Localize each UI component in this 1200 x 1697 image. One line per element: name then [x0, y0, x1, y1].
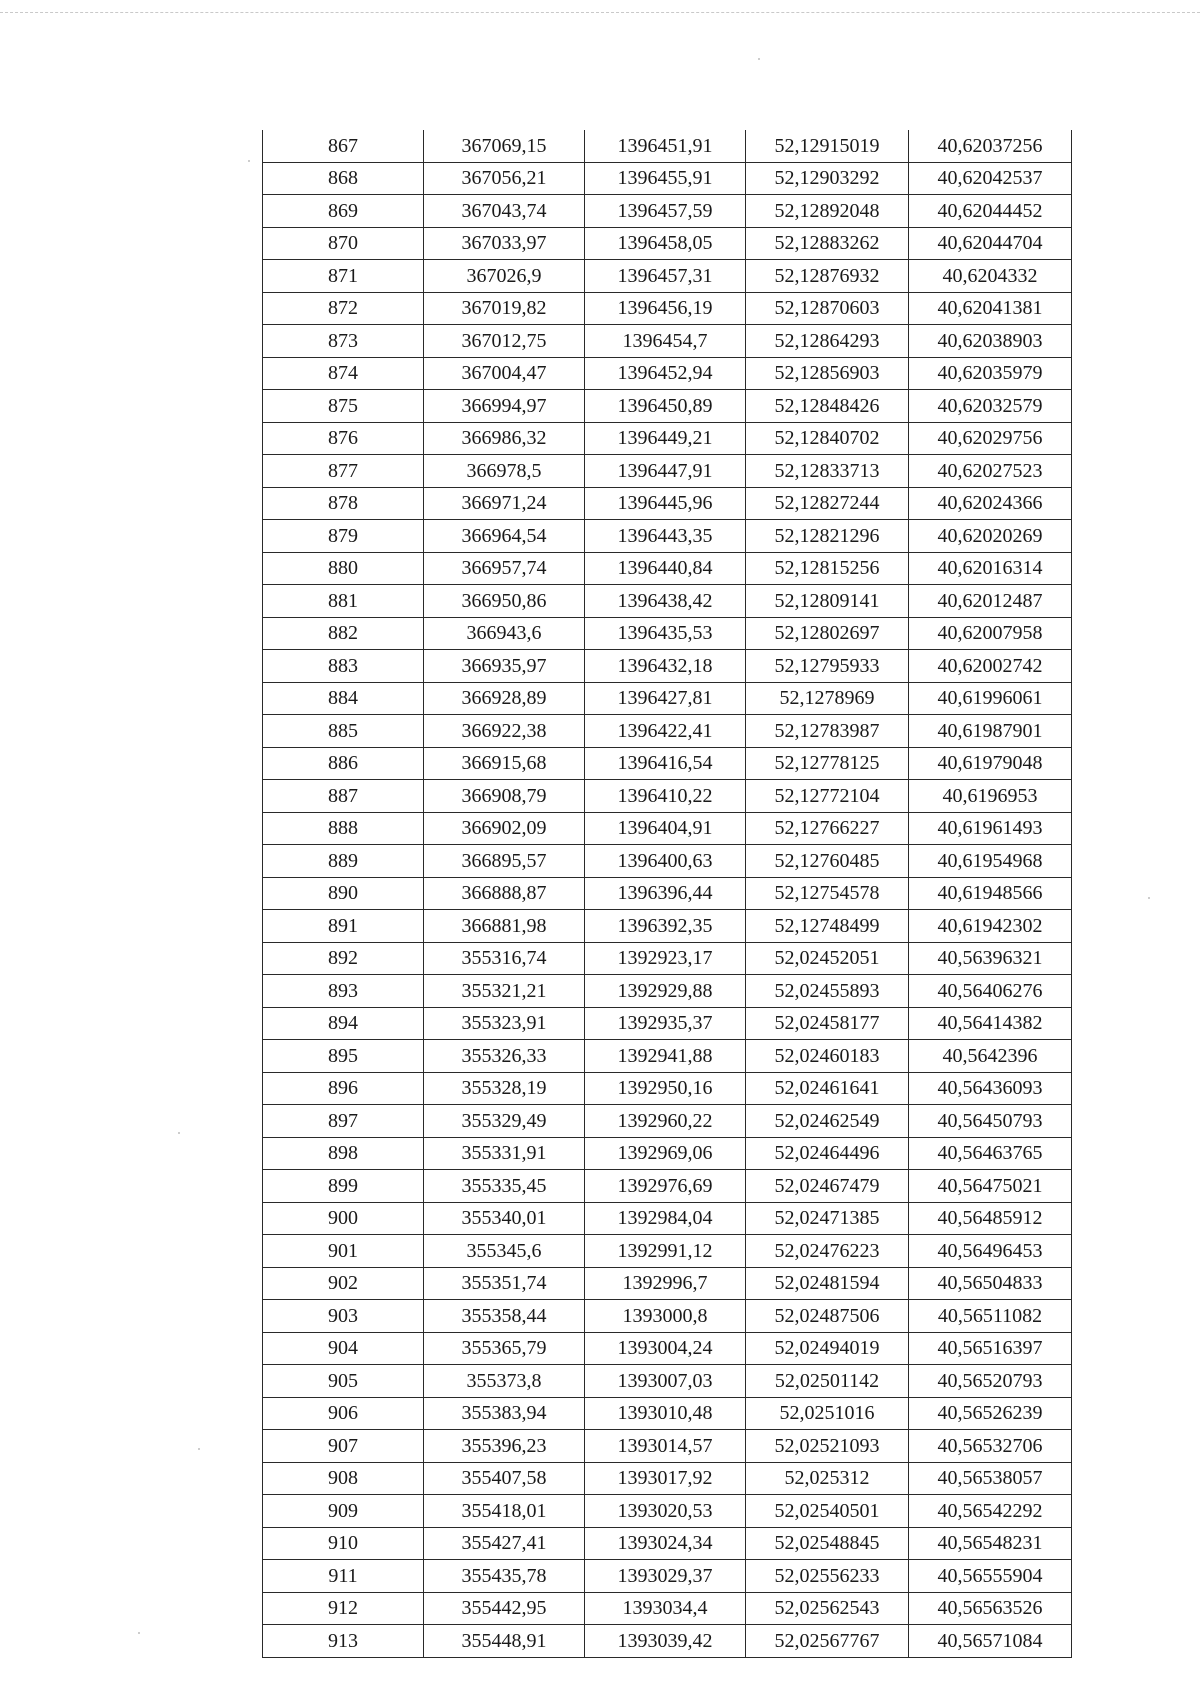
scan-speck [138, 1632, 140, 1634]
x-coordinate-cell: 367043,74 [424, 195, 585, 228]
table-row [263, 812, 1072, 845]
x-coordinate-cell: 355358,44 [424, 1300, 585, 1333]
y-coordinate-cell: 1396427,81 [585, 682, 746, 715]
x-coordinate-cell: 355448,91 [424, 1625, 585, 1658]
y-coordinate-cell: 1393014,57 [585, 1430, 746, 1463]
point-number-cell: 884 [263, 682, 424, 715]
latitude-cell: 52,02455893 [746, 975, 909, 1008]
y-coordinate-cell: 1393017,92 [585, 1462, 746, 1495]
table-row [263, 845, 1072, 878]
y-coordinate-cell: 1393000,8 [585, 1300, 746, 1333]
longitude-cell: 40,62007958 [909, 617, 1072, 650]
latitude-cell: 52,12783987 [746, 715, 909, 748]
x-coordinate-cell: 355331,91 [424, 1137, 585, 1170]
longitude-cell: 40,56538057 [909, 1462, 1072, 1495]
latitude-cell: 52,12864293 [746, 325, 909, 358]
latitude-cell: 52,12870603 [746, 292, 909, 325]
y-coordinate-cell: 1396435,53 [585, 617, 746, 650]
x-coordinate-cell: 355329,49 [424, 1105, 585, 1138]
point-number-cell: 912 [263, 1592, 424, 1625]
latitude-cell: 52,025312 [746, 1462, 909, 1495]
longitude-cell: 40,62038903 [909, 325, 1072, 358]
x-coordinate-cell: 355442,95 [424, 1592, 585, 1625]
latitude-cell: 52,12840702 [746, 422, 909, 455]
x-coordinate-cell: 366888,87 [424, 877, 585, 910]
x-coordinate-cell: 366943,6 [424, 617, 585, 650]
table-row [263, 715, 1072, 748]
latitude-cell: 52,02471385 [746, 1202, 909, 1235]
latitude-cell: 52,02487506 [746, 1300, 909, 1333]
latitude-cell: 52,02467479 [746, 1170, 909, 1203]
table-row [263, 520, 1072, 553]
y-coordinate-cell: 1396449,21 [585, 422, 746, 455]
longitude-cell: 40,56475021 [909, 1170, 1072, 1203]
longitude-cell: 40,56542292 [909, 1495, 1072, 1528]
scan-speck [1148, 897, 1150, 899]
y-coordinate-cell: 1392984,04 [585, 1202, 746, 1235]
latitude-cell: 52,12821296 [746, 520, 909, 553]
point-number-cell: 904 [263, 1332, 424, 1365]
x-coordinate-cell: 355321,21 [424, 975, 585, 1008]
y-coordinate-cell: 1393039,42 [585, 1625, 746, 1658]
table-row [263, 1105, 1072, 1138]
table-row [263, 942, 1072, 975]
y-coordinate-cell: 1396457,59 [585, 195, 746, 228]
x-coordinate-cell: 355326,33 [424, 1040, 585, 1073]
point-number-cell: 871 [263, 260, 424, 293]
point-number-cell: 875 [263, 390, 424, 423]
x-coordinate-cell: 355316,74 [424, 942, 585, 975]
latitude-cell: 52,02494019 [746, 1332, 909, 1365]
table-row [263, 1072, 1072, 1105]
longitude-cell: 40,56414382 [909, 1007, 1072, 1040]
longitude-cell: 40,56516397 [909, 1332, 1072, 1365]
coordinates-table-body [263, 130, 1072, 1657]
table-row [263, 1495, 1072, 1528]
point-number-cell: 888 [263, 812, 424, 845]
longitude-cell: 40,56555904 [909, 1560, 1072, 1593]
table-row [263, 877, 1072, 910]
table-row [263, 1527, 1072, 1560]
x-coordinate-cell: 367026,9 [424, 260, 585, 293]
point-number-cell: 899 [263, 1170, 424, 1203]
table-row [263, 292, 1072, 325]
y-coordinate-cell: 1392996,7 [585, 1267, 746, 1300]
coordinates-table [262, 130, 1072, 1658]
latitude-cell: 52,12778125 [746, 747, 909, 780]
latitude-cell: 52,02460183 [746, 1040, 909, 1073]
latitude-cell: 52,12772104 [746, 780, 909, 813]
longitude-cell: 40,56463765 [909, 1137, 1072, 1170]
point-number-cell: 881 [263, 585, 424, 618]
latitude-cell: 52,02464496 [746, 1137, 909, 1170]
y-coordinate-cell: 1393020,53 [585, 1495, 746, 1528]
table-row [263, 552, 1072, 585]
longitude-cell: 40,62016314 [909, 552, 1072, 585]
point-number-cell: 893 [263, 975, 424, 1008]
x-coordinate-cell: 366994,97 [424, 390, 585, 423]
scan-speck [178, 1132, 180, 1134]
point-number-cell: 896 [263, 1072, 424, 1105]
longitude-cell: 40,62032579 [909, 390, 1072, 423]
table-row [263, 1267, 1072, 1300]
table-row [263, 1430, 1072, 1463]
y-coordinate-cell: 1396410,22 [585, 780, 746, 813]
latitude-cell: 52,12892048 [746, 195, 909, 228]
latitude-cell: 52,02458177 [746, 1007, 909, 1040]
y-coordinate-cell: 1396454,7 [585, 325, 746, 358]
table-row [263, 1235, 1072, 1268]
latitude-cell: 52,12833713 [746, 455, 909, 488]
point-number-cell: 869 [263, 195, 424, 228]
longitude-cell: 40,61987901 [909, 715, 1072, 748]
table-row [263, 422, 1072, 455]
table-row [263, 1397, 1072, 1430]
longitude-cell: 40,62044704 [909, 227, 1072, 260]
point-number-cell: 876 [263, 422, 424, 455]
y-coordinate-cell: 1396447,91 [585, 455, 746, 488]
table-row [263, 1592, 1072, 1625]
point-number-cell: 907 [263, 1430, 424, 1463]
x-coordinate-cell: 366957,74 [424, 552, 585, 585]
y-coordinate-cell: 1396457,31 [585, 260, 746, 293]
latitude-cell: 52,0251016 [746, 1397, 909, 1430]
x-coordinate-cell: 366950,86 [424, 585, 585, 618]
table-row [263, 617, 1072, 650]
point-number-cell: 897 [263, 1105, 424, 1138]
latitude-cell: 52,12815256 [746, 552, 909, 585]
x-coordinate-cell: 355418,01 [424, 1495, 585, 1528]
scan-speck [758, 58, 760, 60]
x-coordinate-cell: 366895,57 [424, 845, 585, 878]
y-coordinate-cell: 1396396,44 [585, 877, 746, 910]
latitude-cell: 52,12883262 [746, 227, 909, 260]
x-coordinate-cell: 355435,78 [424, 1560, 585, 1593]
y-coordinate-cell: 1392923,17 [585, 942, 746, 975]
longitude-cell: 40,62042537 [909, 162, 1072, 195]
x-coordinate-cell: 366902,09 [424, 812, 585, 845]
longitude-cell: 40,6204332 [909, 260, 1072, 293]
longitude-cell: 40,56571084 [909, 1625, 1072, 1658]
y-coordinate-cell: 1393029,37 [585, 1560, 746, 1593]
table-row [263, 227, 1072, 260]
latitude-cell: 52,12802697 [746, 617, 909, 650]
y-coordinate-cell: 1396416,54 [585, 747, 746, 780]
y-coordinate-cell: 1396432,18 [585, 650, 746, 683]
x-coordinate-cell: 366908,79 [424, 780, 585, 813]
point-number-cell: 867 [263, 130, 424, 162]
point-number-cell: 886 [263, 747, 424, 780]
table-row [263, 1040, 1072, 1073]
longitude-cell: 40,56526239 [909, 1397, 1072, 1430]
y-coordinate-cell: 1396456,19 [585, 292, 746, 325]
x-coordinate-cell: 355383,94 [424, 1397, 585, 1430]
x-coordinate-cell: 367056,21 [424, 162, 585, 195]
longitude-cell: 40,62037256 [909, 130, 1072, 162]
x-coordinate-cell: 366915,68 [424, 747, 585, 780]
point-number-cell: 874 [263, 357, 424, 390]
y-coordinate-cell: 1392976,69 [585, 1170, 746, 1203]
latitude-cell: 52,02540501 [746, 1495, 909, 1528]
latitude-cell: 52,02548845 [746, 1527, 909, 1560]
longitude-cell: 40,56450793 [909, 1105, 1072, 1138]
latitude-cell: 52,02452051 [746, 942, 909, 975]
latitude-cell: 52,02567767 [746, 1625, 909, 1658]
table-row [263, 910, 1072, 943]
x-coordinate-cell: 366922,38 [424, 715, 585, 748]
table-row [263, 975, 1072, 1008]
table-row [263, 357, 1072, 390]
point-number-cell: 880 [263, 552, 424, 585]
point-number-cell: 906 [263, 1397, 424, 1430]
longitude-cell: 40,56396321 [909, 942, 1072, 975]
y-coordinate-cell: 1393004,24 [585, 1332, 746, 1365]
longitude-cell: 40,56406276 [909, 975, 1072, 1008]
longitude-cell: 40,56520793 [909, 1365, 1072, 1398]
longitude-cell: 40,62012487 [909, 585, 1072, 618]
y-coordinate-cell: 1396438,42 [585, 585, 746, 618]
latitude-cell: 52,12915019 [746, 130, 909, 162]
table-row [263, 780, 1072, 813]
latitude-cell: 52,12760485 [746, 845, 909, 878]
y-coordinate-cell: 1396452,94 [585, 357, 746, 390]
latitude-cell: 52,1278969 [746, 682, 909, 715]
x-coordinate-cell: 367019,82 [424, 292, 585, 325]
x-coordinate-cell: 355373,8 [424, 1365, 585, 1398]
longitude-cell: 40,61948566 [909, 877, 1072, 910]
x-coordinate-cell: 367012,75 [424, 325, 585, 358]
latitude-cell: 52,12748499 [746, 910, 909, 943]
x-coordinate-cell: 355335,45 [424, 1170, 585, 1203]
latitude-cell: 52,12903292 [746, 162, 909, 195]
point-number-cell: 868 [263, 162, 424, 195]
point-number-cell: 870 [263, 227, 424, 260]
table-row [263, 195, 1072, 228]
point-number-cell: 894 [263, 1007, 424, 1040]
latitude-cell: 52,02462549 [746, 1105, 909, 1138]
x-coordinate-cell: 355365,79 [424, 1332, 585, 1365]
x-coordinate-cell: 355345,6 [424, 1235, 585, 1268]
latitude-cell: 52,12795933 [746, 650, 909, 683]
longitude-cell: 40,62029756 [909, 422, 1072, 455]
point-number-cell: 911 [263, 1560, 424, 1593]
latitude-cell: 52,12809141 [746, 585, 909, 618]
longitude-cell: 40,56511082 [909, 1300, 1072, 1333]
table-row [263, 1300, 1072, 1333]
scan-top-edge [0, 12, 1200, 13]
point-number-cell: 891 [263, 910, 424, 943]
x-coordinate-cell: 366971,24 [424, 487, 585, 520]
scan-speck [198, 1448, 200, 1450]
latitude-cell: 52,02461641 [746, 1072, 909, 1105]
latitude-cell: 52,02556233 [746, 1560, 909, 1593]
y-coordinate-cell: 1392960,22 [585, 1105, 746, 1138]
table-row [263, 682, 1072, 715]
y-coordinate-cell: 1396445,96 [585, 487, 746, 520]
y-coordinate-cell: 1396443,35 [585, 520, 746, 553]
y-coordinate-cell: 1392935,37 [585, 1007, 746, 1040]
table-row [263, 1365, 1072, 1398]
latitude-cell: 52,02481594 [746, 1267, 909, 1300]
point-number-cell: 913 [263, 1625, 424, 1658]
point-number-cell: 908 [263, 1462, 424, 1495]
table-row [263, 1462, 1072, 1495]
x-coordinate-cell: 355340,01 [424, 1202, 585, 1235]
y-coordinate-cell: 1396440,84 [585, 552, 746, 585]
longitude-cell: 40,62044452 [909, 195, 1072, 228]
y-coordinate-cell: 1393010,48 [585, 1397, 746, 1430]
y-coordinate-cell: 1396451,91 [585, 130, 746, 162]
longitude-cell: 40,61942302 [909, 910, 1072, 943]
longitude-cell: 40,61996061 [909, 682, 1072, 715]
latitude-cell: 52,12856903 [746, 357, 909, 390]
table-row [263, 130, 1072, 162]
x-coordinate-cell: 366964,54 [424, 520, 585, 553]
point-number-cell: 901 [263, 1235, 424, 1268]
point-number-cell: 892 [263, 942, 424, 975]
point-number-cell: 895 [263, 1040, 424, 1073]
table-row [263, 585, 1072, 618]
y-coordinate-cell: 1396422,41 [585, 715, 746, 748]
x-coordinate-cell: 355407,58 [424, 1462, 585, 1495]
longitude-cell: 40,62027523 [909, 455, 1072, 488]
x-coordinate-cell: 355351,74 [424, 1267, 585, 1300]
y-coordinate-cell: 1392991,12 [585, 1235, 746, 1268]
latitude-cell: 52,12754578 [746, 877, 909, 910]
x-coordinate-cell: 355323,91 [424, 1007, 585, 1040]
y-coordinate-cell: 1393007,03 [585, 1365, 746, 1398]
point-number-cell: 882 [263, 617, 424, 650]
y-coordinate-cell: 1393024,34 [585, 1527, 746, 1560]
latitude-cell: 52,12827244 [746, 487, 909, 520]
x-coordinate-cell: 367004,47 [424, 357, 585, 390]
table-row [263, 390, 1072, 423]
longitude-cell: 40,62035979 [909, 357, 1072, 390]
table-row [263, 650, 1072, 683]
point-number-cell: 890 [263, 877, 424, 910]
point-number-cell: 910 [263, 1527, 424, 1560]
point-number-cell: 873 [263, 325, 424, 358]
longitude-cell: 40,61954968 [909, 845, 1072, 878]
x-coordinate-cell: 366935,97 [424, 650, 585, 683]
table-row [263, 455, 1072, 488]
table-row [263, 1560, 1072, 1593]
y-coordinate-cell: 1392969,06 [585, 1137, 746, 1170]
point-number-cell: 872 [263, 292, 424, 325]
latitude-cell: 52,12876932 [746, 260, 909, 293]
point-number-cell: 900 [263, 1202, 424, 1235]
point-number-cell: 898 [263, 1137, 424, 1170]
y-coordinate-cell: 1396455,91 [585, 162, 746, 195]
x-coordinate-cell: 367033,97 [424, 227, 585, 260]
latitude-cell: 52,02476223 [746, 1235, 909, 1268]
y-coordinate-cell: 1396400,63 [585, 845, 746, 878]
longitude-cell: 40,56504833 [909, 1267, 1072, 1300]
point-number-cell: 889 [263, 845, 424, 878]
point-number-cell: 902 [263, 1267, 424, 1300]
longitude-cell: 40,56548231 [909, 1527, 1072, 1560]
latitude-cell: 52,02521093 [746, 1430, 909, 1463]
point-number-cell: 905 [263, 1365, 424, 1398]
x-coordinate-cell: 366881,98 [424, 910, 585, 943]
x-coordinate-cell: 355328,19 [424, 1072, 585, 1105]
table-row [263, 747, 1072, 780]
table-row [263, 325, 1072, 358]
latitude-cell: 52,12766227 [746, 812, 909, 845]
longitude-cell: 40,56563526 [909, 1592, 1072, 1625]
latitude-cell: 52,02562543 [746, 1592, 909, 1625]
y-coordinate-cell: 1396458,05 [585, 227, 746, 260]
x-coordinate-cell: 367069,15 [424, 130, 585, 162]
longitude-cell: 40,61979048 [909, 747, 1072, 780]
longitude-cell: 40,62041381 [909, 292, 1072, 325]
longitude-cell: 40,6196953 [909, 780, 1072, 813]
y-coordinate-cell: 1396404,91 [585, 812, 746, 845]
point-number-cell: 883 [263, 650, 424, 683]
latitude-cell: 52,02501142 [746, 1365, 909, 1398]
y-coordinate-cell: 1396392,35 [585, 910, 746, 943]
longitude-cell: 40,61961493 [909, 812, 1072, 845]
y-coordinate-cell: 1392941,88 [585, 1040, 746, 1073]
x-coordinate-cell: 355396,23 [424, 1430, 585, 1463]
y-coordinate-cell: 1396450,89 [585, 390, 746, 423]
table-row [263, 1007, 1072, 1040]
x-coordinate-cell: 366928,89 [424, 682, 585, 715]
longitude-cell: 40,62002742 [909, 650, 1072, 683]
point-number-cell: 878 [263, 487, 424, 520]
table-row [263, 1202, 1072, 1235]
point-number-cell: 903 [263, 1300, 424, 1333]
y-coordinate-cell: 1392950,16 [585, 1072, 746, 1105]
table-row [263, 1332, 1072, 1365]
point-number-cell: 879 [263, 520, 424, 553]
x-coordinate-cell: 366986,32 [424, 422, 585, 455]
table-row [263, 1625, 1072, 1658]
longitude-cell: 40,62024366 [909, 487, 1072, 520]
latitude-cell: 52,12848426 [746, 390, 909, 423]
point-number-cell: 877 [263, 455, 424, 488]
point-number-cell: 885 [263, 715, 424, 748]
longitude-cell: 40,56436093 [909, 1072, 1072, 1105]
point-number-cell: 887 [263, 780, 424, 813]
table-row [263, 1170, 1072, 1203]
table-row [263, 260, 1072, 293]
longitude-cell: 40,5642396 [909, 1040, 1072, 1073]
scan-speck [248, 160, 250, 162]
y-coordinate-cell: 1393034,4 [585, 1592, 746, 1625]
point-number-cell: 909 [263, 1495, 424, 1528]
longitude-cell: 40,56496453 [909, 1235, 1072, 1268]
longitude-cell: 40,56532706 [909, 1430, 1072, 1463]
x-coordinate-cell: 355427,41 [424, 1527, 585, 1560]
x-coordinate-cell: 366978,5 [424, 455, 585, 488]
table-row [263, 162, 1072, 195]
table-row [263, 1137, 1072, 1170]
longitude-cell: 40,56485912 [909, 1202, 1072, 1235]
y-coordinate-cell: 1392929,88 [585, 975, 746, 1008]
longitude-cell: 40,62020269 [909, 520, 1072, 553]
table-row [263, 487, 1072, 520]
